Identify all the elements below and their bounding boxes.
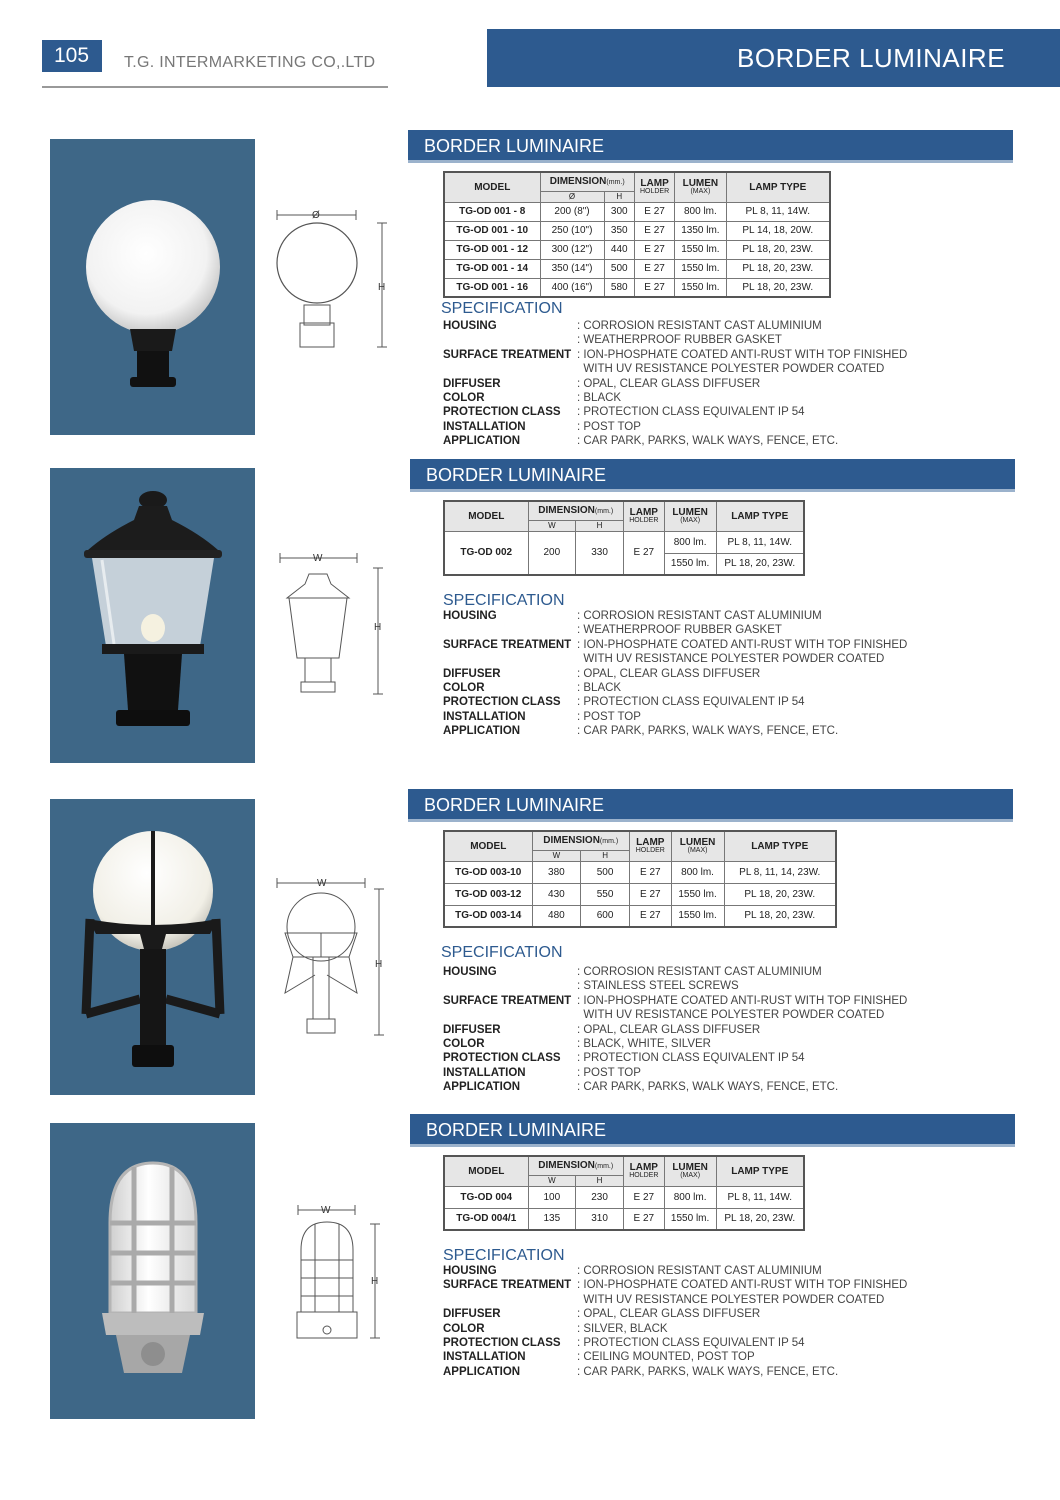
section-title-1: BORDER LUMINAIRE (408, 130, 1013, 163)
spec-title-1: SPECIFICATION (441, 300, 563, 317)
svg-text:W: W (313, 553, 323, 564)
svg-text:Ø: Ø (312, 210, 320, 221)
dimension-drawing-lantern (275, 548, 390, 698)
table-row: TG-OD 004/1 135 310 E 27 1550 lm. PL 18, 20, 23W. (444, 1208, 804, 1230)
table-row: TG-OD 002 200 330 E 27 800 lm. PL 8, 11, 14W. (444, 531, 804, 553)
table-row: TG-OD 004 100 230 E 27 800 lm. PL 8, 11, 14W. (444, 1186, 804, 1208)
table-row: TG-OD 001 - 12 300 (12") 440 E 27 1550 lm. PL 18, 20, 23W. (444, 240, 830, 259)
spec-list-2: HOUSING : CORROSION RESISTANT CAST ALUMINIUM : WEATHERPROOF RUBBER GASKET SURFACE TREATMENT : ION-PHOSPHATE COATED ANTI-RUST WITH TOP FINISHED WITH UV RESISTANCE POLYESTER POWDER COATED DIFFUSER : OPAL, CLEAR GLASS DIFFUSER COLOR : BLACK PROTECTION CLASS : PROTECTION CLASS EQUIVALENT IP 54 INSTALLATION : POST TOP APPLICATION : CAR PARK, PARKS, WALK WAYS, FENCE, ETC. (443, 610, 908, 738)
table-row: TG-OD 001 - 10 250 (10") 350 E 27 1350 lm. PL 14, 18, 20W. (444, 221, 830, 240)
spec-title-4: SPECIFICATION (443, 1247, 565, 1264)
product-table-4: MODEL DIMENSION(mm.) LAMP HOLDER LUMEN (MAX) LAMP TYPE W H TG-OD 004 100 230 E 27 800 lm. PL 8, 11, 14W. TG-OD 004/1 135 310 E 27 1550 lm. PL 18, 20, 23W. (443, 1155, 805, 1231)
table-row: 1550 lm. PL 18, 20, 23W. (444, 553, 804, 575)
svg-text:W: W (321, 1205, 331, 1216)
table-row: TG-OD 001 - 8 200 (8") 300 E 27 800 lm. PL 8, 11, 14W. (444, 202, 830, 221)
table-row: TG-OD 001 - 16 400 (16") 580 E 27 1550 lm. PL 18, 20, 23W. (444, 278, 830, 297)
svg-text:H: H (375, 959, 383, 970)
product-photo-lantern-lamp (50, 468, 255, 763)
product-table-2: MODEL DIMENSION(mm.) LAMP HOLDER LUMEN (MAX) LAMP TYPE W H TG-OD 002 200 330 E 27 800 lm. PL 8, 11, 14W. 1550 lm. PL 18, 20, 23W. (443, 500, 805, 576)
spec-list-4: HOUSING : CORROSION RESISTANT CAST ALUMINIUM SURFACE TREATMENT : ION-PHOSPHATE COATED ANTI-RUST WITH TOP FINISHED WITH UV RESISTANCE POLYESTER POWDER COATED DIFFUSER : OPAL, CLEAR GLASS DIFFUSER COLOR : SILVER, BLACK PROTECTION CLASS : PROTECTION CLASS EQUIVALENT IP 54 INSTALLATION : CEILING MOUNTED, POST TOP APPLICATION : CAR PARK, PARKS, WALK WAYS, FENCE, ETC. (443, 1265, 908, 1378)
svg-text:H: H (378, 282, 386, 293)
spec-list-3: HOUSING : CORROSION RESISTANT CAST ALUMINIUM : STAINLESS STEEL SCREWS SURFACE TREATMENT : ION-PHOSPHATE COATED ANTI-RUST WITH TOP FINISHED WITH UV RESISTANCE POLYESTER POWDER COATED DIFFUSER : OPAL, CLEAR GLASS DIFFUSER COLOR : BLACK, WHITE, SILVER PROTECTION CLASS : PROTECTION CLASS EQUIVALENT IP 54 INSTALLATION : POST TOP APPLICATION : CAR PARK, PARKS, WALK WAYS, FENCE, ETC. (443, 966, 908, 1094)
product-table-3: MODEL DIMENSION(mm.) LAMP HOLDER LUMEN (MAX) LAMP TYPE W H TG-OD 003-10 380 500 E 27 800 lm. PL 8, 11, 14, 23W. TG-OD 003-12 430 550 E 27 1550 lm. PL 18, 20, 23W. TG-OD 003-14 480 600 E 27 1550 lm. PL 18, 20, 23W. (443, 830, 837, 928)
table-row: TG-OD 003-14 480 600 E 27 1550 lm. PL 18, 20, 23W. (444, 905, 836, 927)
table-row: TG-OD 003-10 380 500 E 27 800 lm. PL 8, 11, 14, 23W. (444, 861, 836, 883)
spec-title-3: SPECIFICATION (441, 944, 563, 961)
header-divider (42, 86, 388, 88)
dimension-drawing-globe (272, 205, 392, 350)
spec-title-2: SPECIFICATION (443, 592, 565, 609)
svg-text:W: W (317, 878, 327, 889)
company-name: T.G. INTERMARKETING CO,.LTD (124, 54, 376, 71)
table-row: TG-OD 003-12 430 550 E 27 1550 lm. PL 18, 20, 23W. (444, 883, 836, 905)
product-photo-cage-lamp (50, 1123, 255, 1419)
product-photo-globe-lamp (50, 139, 255, 435)
svg-text:H: H (374, 622, 382, 633)
table-row: TG-OD 001 - 14 350 (14") 500 E 27 1550 lm. PL 18, 20, 23W. (444, 259, 830, 278)
section-title-4: BORDER LUMINAIRE (410, 1114, 1015, 1147)
section-title-2: BORDER LUMINAIRE (410, 459, 1015, 492)
product-table-1: MODEL DIMENSION(mm.) LAMP HOLDER LUMEN (MAX) LAMP TYPE Ø H TG-OD 001 - 8 200 (8") 300 E 27 800 lm. PL 8, 11, 14W. TG-OD 001 - 10 250 (10") 350 E 27 1350 lm. PL 14, 18, 20W. TG-OD 001 - 12 300 (12") 440 E 27 1550 lm. PL 18, 20, 23W. TG-OD 001 - 14 350 (14") 500 E 27 1550 lm. PL 18, 20, 23W. TG-OD 001 - 16 400 (16") 580 E 27 1550 lm. PL 18, 20, 23W. (443, 171, 831, 298)
page-title: BORDER LUMINAIRE (487, 29, 1060, 87)
spec-list-1: HOUSING : CORROSION RESISTANT CAST ALUMINIUM : WEATHERPROOF RUBBER GASKET SURFACE TREATMENT : ION-PHOSPHATE COATED ANTI-RUST WITH TOP FINISHED WITH UV RESISTANCE POLYESTER POWDER COATED DIFFUSER : OPAL, CLEAR GLASS DIFFUSER COLOR : BLACK PROTECTION CLASS : PROTECTION CLASS EQUIVALENT IP 54 INSTALLATION : POST TOP APPLICATION : CAR PARK, PARKS, WALK WAYS, FENCE, ETC. (443, 320, 908, 448)
dimension-drawing-cage (293, 1200, 393, 1345)
product-photo-cradle-globe-lamp (50, 799, 255, 1095)
section-title-3: BORDER LUMINAIRE (408, 789, 1013, 822)
page-number: 105 (42, 40, 102, 72)
dimension-drawing-cradle (275, 875, 390, 1043)
svg-text:H: H (371, 1276, 379, 1287)
